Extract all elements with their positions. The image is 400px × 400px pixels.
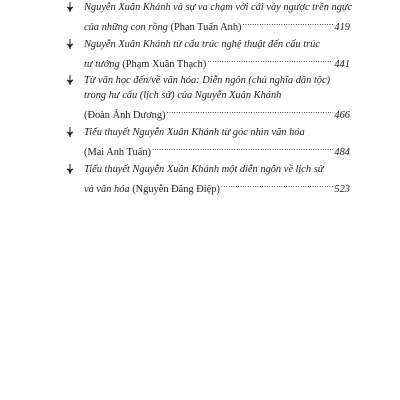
dot-leader bbox=[243, 15, 334, 30]
toc-author: (Nguyễn Đăng Điệp) bbox=[132, 184, 220, 195]
toc-author: (Đoàn Ánh Dương) bbox=[84, 110, 166, 121]
toc-title-line: Tiểu thuyết Nguyễn Xuân Khánh một diễn ngôn về lịch sử bbox=[84, 164, 324, 175]
fleuron-bullet-icon bbox=[66, 75, 74, 85]
dot-leader bbox=[152, 140, 333, 155]
toc-title-line: tư tưởng bbox=[84, 59, 120, 70]
dot-leader bbox=[167, 103, 334, 118]
toc-page-number: 523 bbox=[334, 184, 350, 195]
toc-page-number: 484 bbox=[334, 147, 350, 158]
fleuron-bullet-icon bbox=[66, 127, 74, 137]
toc-title-line: Từ văn học đến/về văn hóa: Diễn ngôn (chủ nghĩa dân tộc) bbox=[84, 75, 331, 86]
toc-title-line: Nguyễn Xuân Khánh và sự va chạm với cái vảy ngược trên ngực bbox=[84, 2, 353, 13]
fleuron-bullet-icon bbox=[66, 164, 74, 174]
toc-page-number: 419 bbox=[334, 22, 350, 33]
fleuron-bullet-icon bbox=[66, 39, 74, 49]
toc-title-line: trong hư cấu (lịch sử) của Nguyễn Xuân Khánh bbox=[84, 90, 282, 101]
toc-author: (Phan Tuấn Anh) bbox=[170, 22, 242, 33]
toc-title-line: và văn hóa bbox=[84, 184, 130, 195]
toc-title-line: Nguyễn Xuân Khánh từ cấu trúc nghệ thuật đến cấu trúc bbox=[84, 39, 320, 50]
toc-author: (Phạm Xuân Thạch) bbox=[122, 59, 207, 70]
toc-page-number: 441 bbox=[334, 59, 350, 70]
toc-title-line: của những con rồng bbox=[84, 22, 168, 33]
dot-leader bbox=[221, 177, 333, 192]
fleuron-bullet-icon bbox=[66, 2, 74, 12]
toc-author: (Mai Anh Tuấn) bbox=[84, 147, 151, 158]
toc-page-number: 466 bbox=[334, 110, 350, 121]
dot-leader bbox=[207, 52, 333, 67]
toc-title-line: Tiểu thuyết Nguyễn Xuân Khánh từ góc nhìn văn hóa bbox=[84, 127, 305, 138]
